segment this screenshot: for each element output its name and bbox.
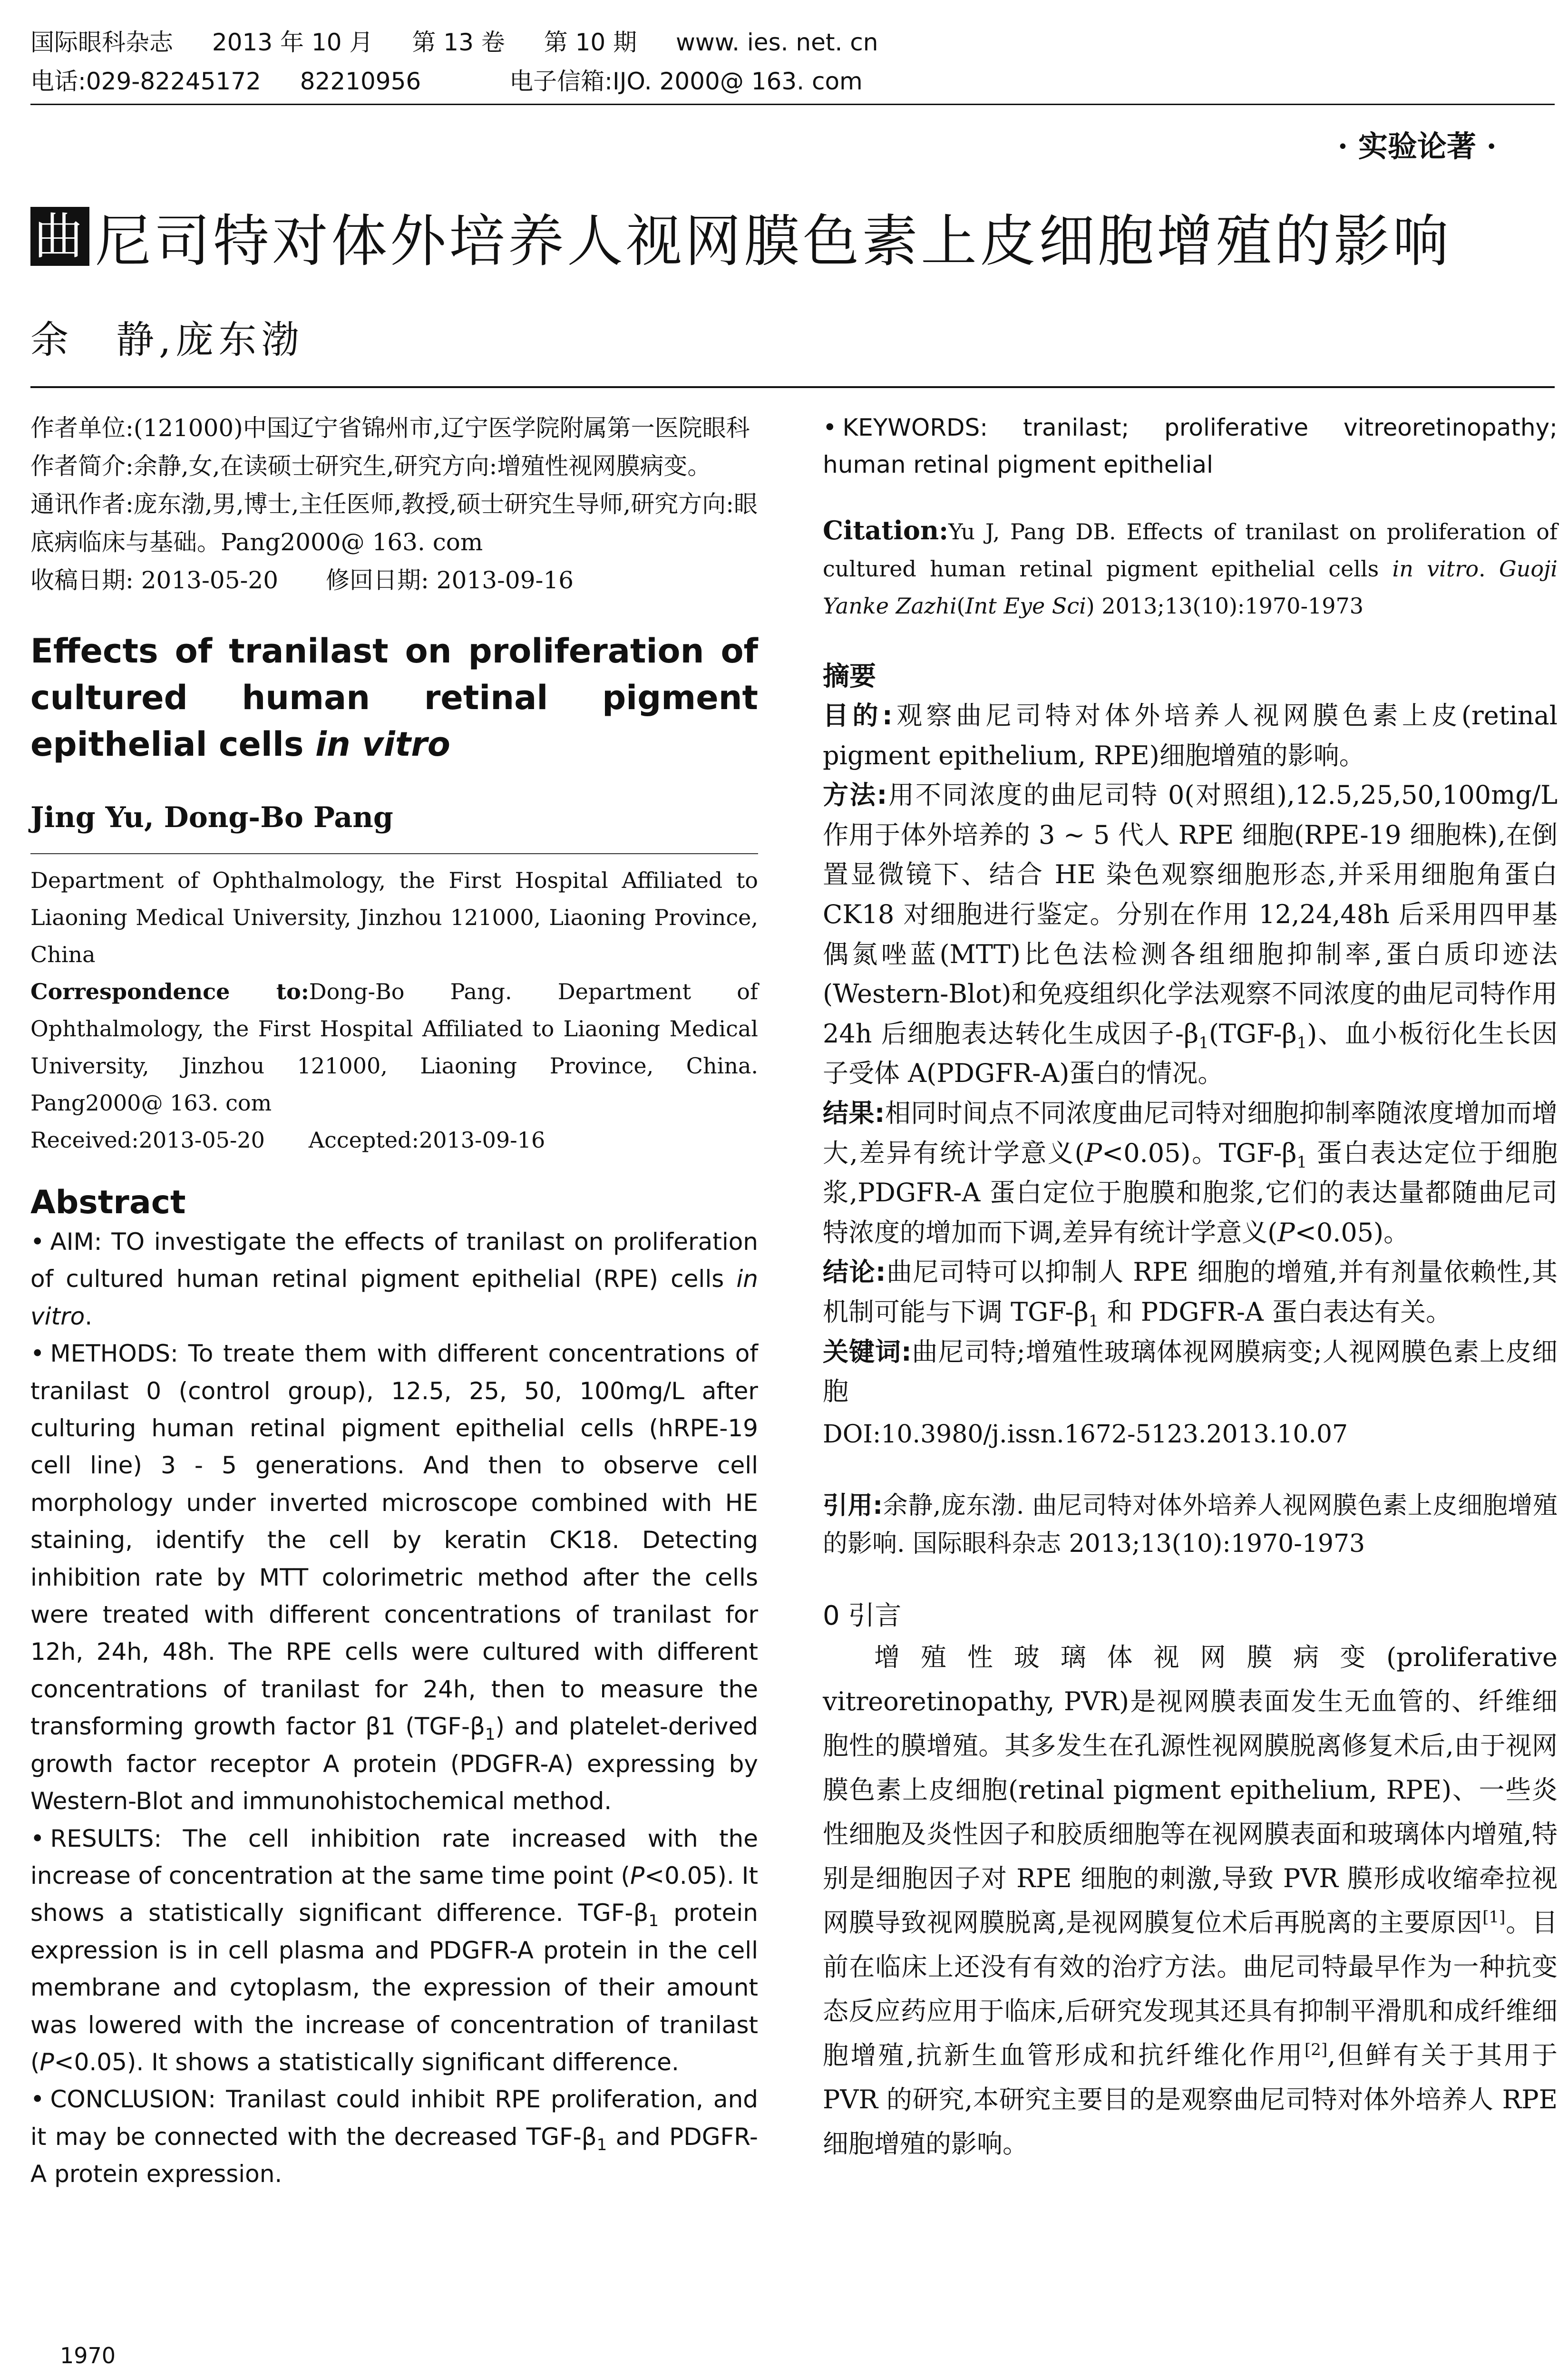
- journal-name: 国际眼科杂志: [30, 29, 173, 56]
- author-bio: 作者简介:余静,女,在读硕士研究生,研究方向:增殖性视网膜病变。: [30, 452, 711, 480]
- abstract-aim: • AIM: TO investigate the effects of tranilast on proliferation of cultured human retinal pigment epithelial (RPE) cells in vitro.: [30, 1223, 758, 1335]
- issue: 第 10 期: [544, 29, 637, 56]
- phone-2: 82210956: [300, 68, 421, 95]
- issue-date: 2013 年 10 月: [212, 29, 373, 56]
- keywords-en: • KEYWORDS: tranilast; proliferative vitreoretinopathy; human retinal pigment epithelial: [823, 409, 1558, 483]
- citation-cn: 引用:余静,庞东渤. 曲尼司特对体外培养人视网膜色素上皮细胞增殖的影响. 国际眼科杂志 2013;13(10):1970-1973: [823, 1491, 1558, 1558]
- affiliation-rule: [30, 853, 758, 854]
- article-title: [30, 196, 1451, 277]
- abstract-cn-heading: 摘要: [823, 661, 876, 692]
- title-text: 尼司特对体外培养人视网膜色素上皮细胞增殖的影响: [95, 208, 1452, 274]
- citation: Citation:Yu J, Pang DB. Effects of tranilast on proliferation of cultured human retinal pigment epithelial cells in vitro. Guoji Yanke Zazhi(Int Eye Sci) 2013;13(10):1970-1973: [823, 515, 1558, 619]
- abstract-results: • RESULTS: The cell inhibition rate increased with the increase of concentration at the same time point (P<0.05). It shows a statistically significant difference. TGF-$\beta_1$ protein expression is in cell plasma and PDGFR-A protein in the cell membrane and cytoplasm, the expression of their amount was lowered with the increase of concentration of tranilast (P<0.05). It shows a statistically significant difference.: [30, 1820, 758, 2081]
- journal-header-line-1: [30, 28, 909, 57]
- english-authors: Jing Yu, Dong-Bo Pang: [30, 801, 393, 834]
- intro-paragraph: 增殖性玻璃体视网膜病变(proliferative vitreoretinopathy, PVR)是视网膜表面发生无血管的、纤维细胞性的膜增殖。其多发生在孔源性视网膜脱离修复术后,由于视网膜色素上皮细胞(retinal pigment epithelium, RPE)、一些炎性细胞及炎性因子和胶质细胞等在视网膜表面和玻璃体内增殖,特别是细胞因子对 RPE 细胞的刺激,导致 PVR 膜形成收缩牵拉视网膜导致视网膜脱离,是视网膜复位术后再脱离的主要原因[1]。目前在临床上还没有有效的治疗方法。曲尼司特最早作为一种抗变态反应药应用于临床,后研究发现其还具有抑制平滑肌和成纤维细胞增殖,抗新生血管形成和抗纤维化作用[2],但鲜有关于其用于 PVR 的研究,本研究主要目的是观察曲尼司特对体外培养人 RPE 细胞增殖的影响。: [823, 1642, 1558, 2159]
- abstract-cn-aim: 目的:观察曲尼司特对体外培养人视网膜色素上皮(retinal pigment epithelium, RPE)细胞增殖的影响。: [823, 701, 1558, 770]
- left-column: [30, 409, 758, 2193]
- received-accepted: Received:2013-05-20 Accepted:2013-09-16: [30, 1127, 545, 1153]
- abstract-heading: Abstract: [30, 1184, 186, 1221]
- doi: DOI:10.3980/j.issn.1672-5123.2013.10.07: [823, 1420, 1348, 1449]
- abstract-conclusion: • CONCLUSION: Tranilast could inhibit RPE proliferation, and it may be connected with the decreased TGF-$\beta_1$ and PDGFR-A protein expression.: [30, 2081, 758, 2192]
- right-column: [823, 409, 1558, 2166]
- website: www. ies. net. cn: [676, 29, 878, 56]
- abstract-methods: • METHODS: To treate them with different concentrations of tranilast 0 (control group), 12.5, 25, 50, 100mg/L after culturing human retinal pigment epithelial cells (hRPE-19 cell line) 3 - 5 generations. And then to observe cell morphology under inverted microscope combined with HE staining, identify the cell by keratin CK18. Detecting inhibition rate by MTT colorimetric method after the cells were treated with different concentrations of tranilast for 12h, 24h, 48h. The RPE cells were cultured with different concentrations of tranilast for 24h, then to measure the transforming growth factor β1 $(TGF-\beta_1)$ and platelet-derived growth factor receptor A protein (PDGFR-A) expressing by Western-Blot and immunohistochemical method.: [30, 1335, 758, 1820]
- abstract-cn-conclusion: 结论:曲尼司特可以抑制人 RPE 细胞的增殖,并有剂量依赖性,其机制可能与下调 TGF-$\beta_1$ 和 PDGFR-A 蛋白表达有关。: [823, 1257, 1558, 1331]
- abstract-cn-methods: 方法:用不同浓度的曲尼司特 0(对照组),12.5,25,50,100mg/L 作用于体外培养的 3 ~ 5 代人 RPE 细胞(RPE-19 细胞株),在倒置显微镜下、结合 HE 染色观察细胞形态,并采用细胞角蛋白 CK18 对细胞进行鉴定。分别在作用 12,24,48h 后采用四甲基偶氮唑蓝(MTT)比色法检测各组细胞抑制率,蛋白质印迹法(Western-Blot)和免疫组织化学法观察不同浓度的曲尼司特作用 24h 后细胞表达转化生成因子$-\beta_1(TGF-\beta_1)$、血小板衍化生长因子受体 A(PDGFR-A)蛋白的情况。: [823, 780, 1558, 1089]
- english-title: Effects of tranilast on proliferation of cultured human retinal pigment epithelial cells in vitro: [30, 632, 758, 764]
- corresponding-author: 通讯作者:庞东渤,男,博士,主任医师,教授,硕士研究生导师,研究方向:眼底病临床与基础。Pang2000@ 163. com: [30, 490, 758, 556]
- correspondence: Correspondence to:Dong-Bo Pang. Department of Ophthalmology, the First Hospital Affiliated to Liaoning Medical University, Jinzhou 121000, Liaoning Province, China. Pang2000@ 163. com: [30, 979, 758, 1116]
- phone: 电话:029-82245172: [30, 68, 261, 95]
- journal-email: 电子信箱:IJO. 2000@ 163. com: [509, 68, 863, 95]
- journal-header-line-2: [30, 67, 894, 96]
- received-dates: 收稿日期: 2013-05-20 修回日期: 2013-09-16: [30, 566, 574, 594]
- intro-heading: 0 引言: [823, 1600, 902, 1631]
- title-rule: [30, 386, 1555, 388]
- author-info: [30, 409, 758, 599]
- abstract-cn-results: 结果:相同时间点不同浓度曲尼司特对细胞抑制率随浓度增加而增大,差异有统计学意义(P<0.05)。TGF-$\beta_1$ 蛋白表达定位于细胞浆,PDGFR-A 蛋白定位于胞膜和胞浆,它们的表达量都随曲尼司特浓度的增加而下调,差异有统计学意义(P<0.05)。: [823, 1098, 1558, 1247]
- keywords-cn: 关键词:曲尼司特;增殖性玻璃体视网膜病变;人视网膜色素上皮细胞: [823, 1336, 1558, 1407]
- english-affiliation: [30, 862, 758, 1159]
- author-affiliation: 作者单位:(121000)中国辽宁省锦州市,辽宁医学院附属第一医院眼科: [30, 414, 750, 442]
- article-type: · 实验论著 ·: [1337, 129, 1497, 164]
- authors-cn: 余 静,庞东渤: [30, 318, 304, 362]
- page-number: 1970: [60, 2343, 116, 2368]
- header-rule: [30, 104, 1555, 105]
- title-first-char: 曲: [30, 207, 89, 266]
- volume: 第 13 卷: [412, 29, 505, 56]
- department: Department of Ophthalmology, the First Hospital Affiliated to Liaoning Medical University, Jinzhou 121000, Liaoning Province, China: [30, 867, 758, 967]
